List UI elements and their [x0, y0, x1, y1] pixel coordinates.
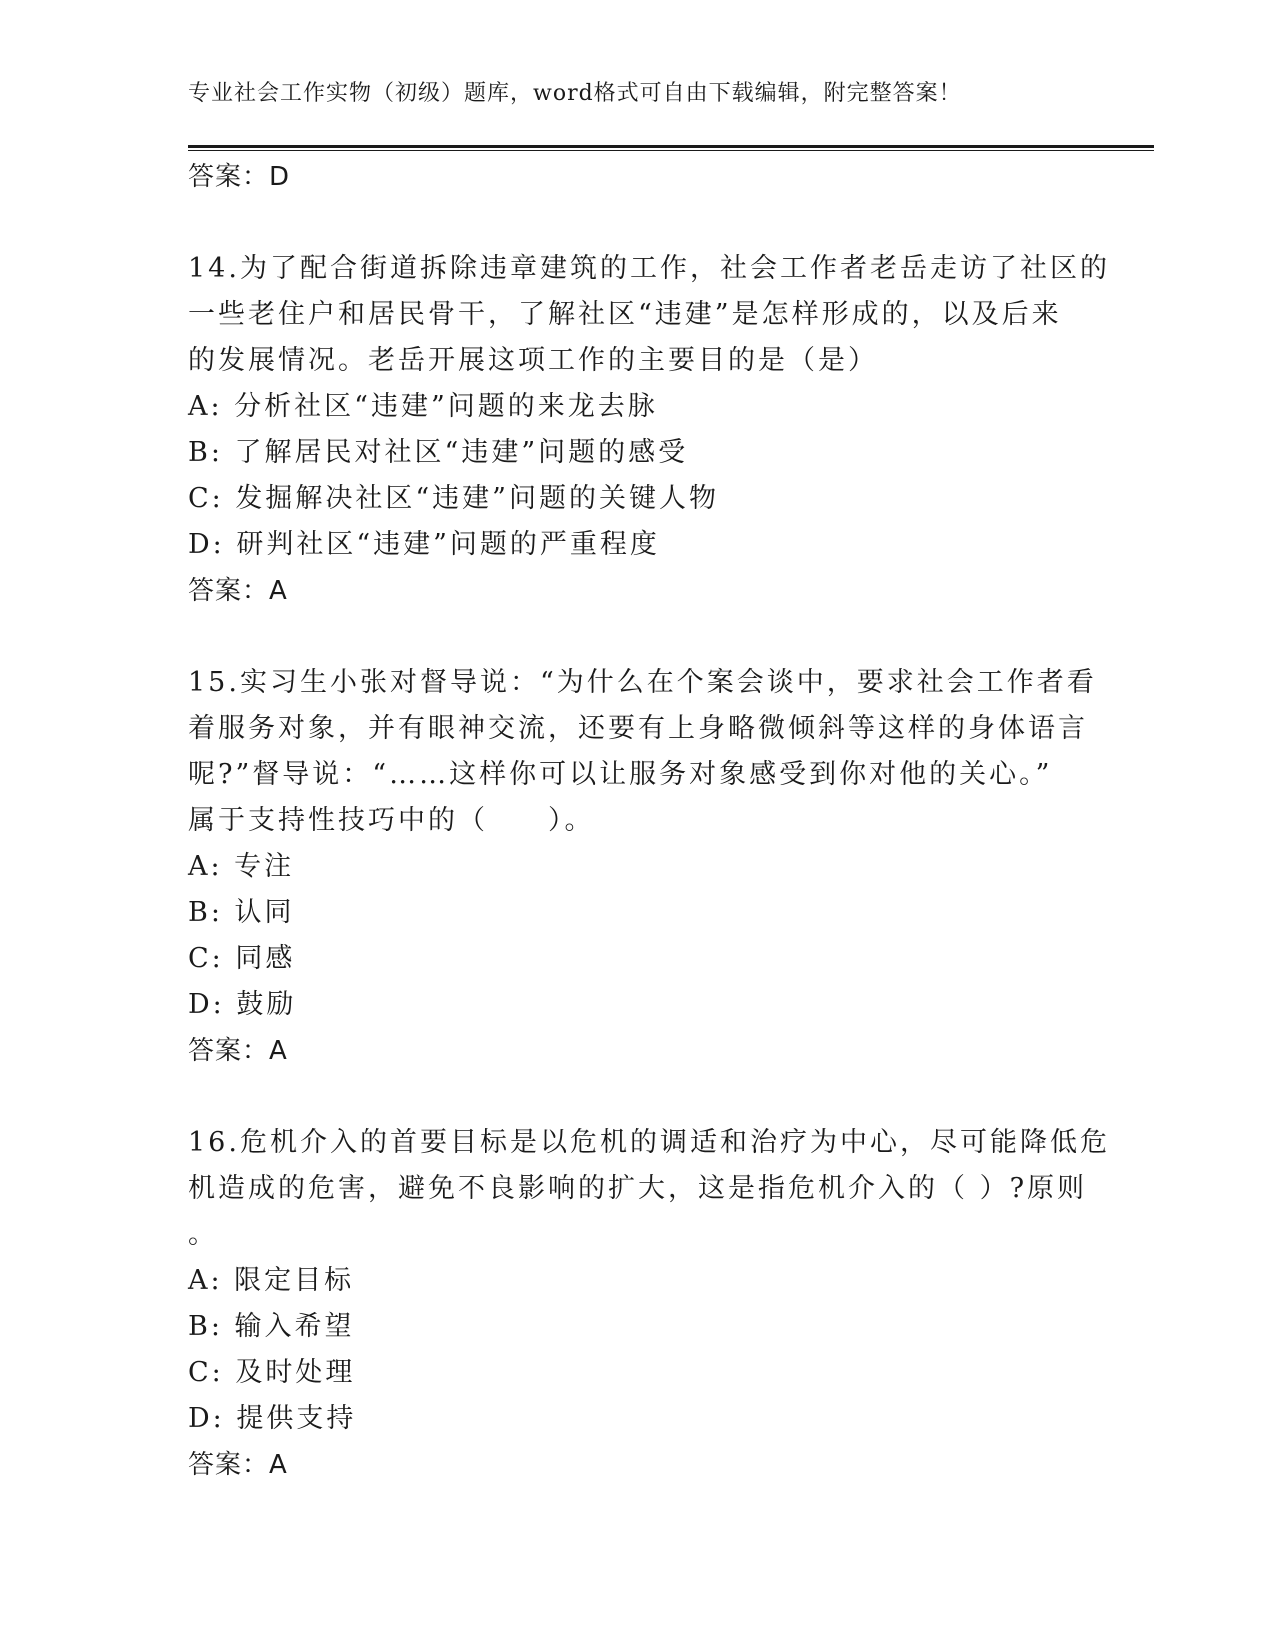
question-text-line: 15.实习生小张对督导说：“为什么在个案会谈中，要求社会工作者看 [188, 667, 1097, 698]
question-list [188, 154, 1110, 1488]
question-text-line: 16.危机介入的首要目标是以危机的调适和治疗为中心，尽可能降低危 [188, 1127, 1110, 1158]
answer-line: 答案：A [188, 1036, 288, 1066]
spacer [188, 614, 1088, 660]
question-text-line: D: 研判社区“违建”问题的严重程度 [188, 529, 660, 560]
question-text-line: 。 [188, 1219, 218, 1250]
spacer [188, 200, 1088, 246]
question-text-line: D: 鼓励 [188, 989, 297, 1020]
question-text-line: D: 提供支持 [188, 1403, 357, 1434]
question-text-line: 属于支持性技巧中的（ ）。 [188, 805, 595, 836]
page-header: 专业社会工作实物（初级）题库，word格式可自由下载编辑，附完整答案！ [188, 81, 962, 106]
answer-line: 答案：D [188, 162, 291, 192]
header-divider-thick [188, 145, 1154, 148]
answer-line: 答案：A [188, 576, 288, 606]
question-text-line: A: 分析社区“违建”问题的来龙去脉 [188, 391, 658, 422]
question-text-line: B: 输入希望 [188, 1311, 355, 1342]
question-text-line: 呢?”督导说：“……这样你可以让服务对象感受到你对他的关心。” [188, 759, 1053, 790]
question-text-line: C: 发掘解决社区“违建”问题的关键人物 [188, 483, 719, 514]
question-text-line: 机造成的危害，避免不良影响的扩大，这是指危机介入的（ ）?原则 [188, 1173, 1088, 1204]
question-text-line: 的发展情况。老岳开展这项工作的主要目的是（是） [188, 345, 878, 376]
question-text-line: 一些老住户和居民骨干，了解社区“违建”是怎样形成的，以及后来 [188, 299, 1062, 330]
question-text-line: 14.为了配合街道拆除违章建筑的工作，社会工作者老岳走访了社区的 [188, 253, 1110, 284]
question-text-line: A: 专注 [188, 851, 295, 882]
answer-line: 答案：A [188, 1450, 288, 1480]
question-text-line: A: 限定目标 [188, 1265, 355, 1296]
question-text-line: 着服务对象，并有眼神交流，还要有上身略微倾斜等这样的身体语言 [188, 713, 1088, 744]
question-text-line: B: 了解居民对社区“违建”问题的感受 [188, 437, 689, 468]
header-divider-thin [188, 150, 1154, 151]
question-text-line: C: 同感 [188, 943, 296, 974]
question-text-line: C: 及时处理 [188, 1357, 356, 1388]
spacer [188, 1074, 1088, 1120]
question-text-line: B: 认同 [188, 897, 295, 928]
